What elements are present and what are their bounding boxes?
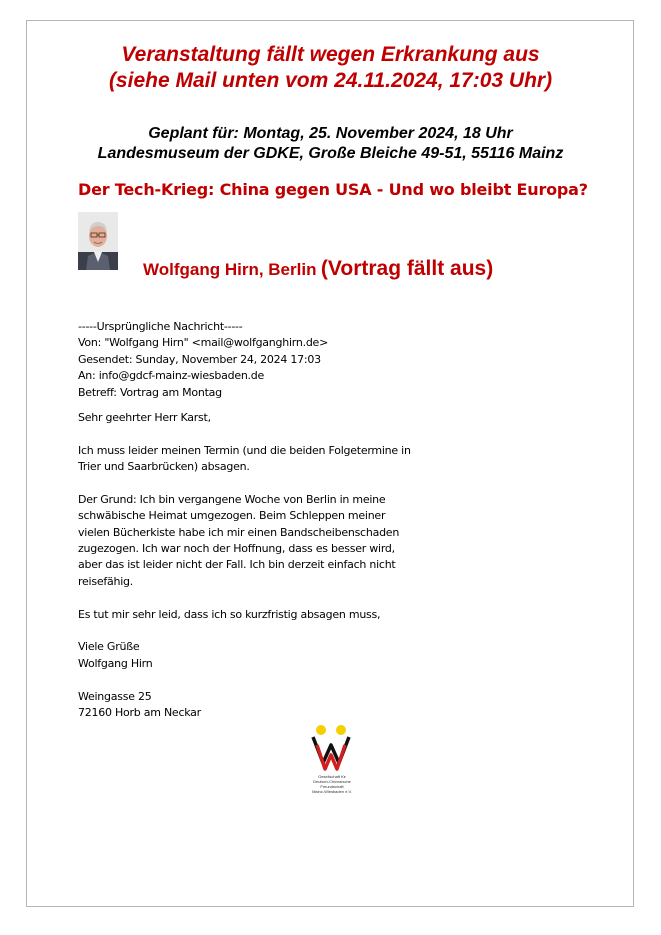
address-street: Weingasse 25: [78, 689, 152, 703]
address-city: 72160 Horb am Neckar: [78, 705, 201, 719]
email-paragraph-line: vielen Bücherkiste habe ich mir einen Bandscheibenschaden: [78, 525, 400, 539]
email-paragraph-line: Der Grund: Ich bin vergangene Woche von Berlin in meine: [78, 492, 386, 506]
speaker-portrait: [78, 212, 118, 270]
event-venue: Landesmuseum der GDKE, Große Bleiche 49-51, 55116 Mainz: [97, 145, 564, 162]
email-from: Von: "Wolfgang Hirn" <mail@wolfganghirn.de>: [78, 336, 329, 350]
email-paragraph-line: reisefähig.: [78, 574, 133, 588]
email-greeting: Sehr geehrter Herr Karst,: [78, 410, 211, 424]
email-subject: Betreff: Vortrag am Montag: [78, 385, 222, 399]
email-signature: Wolfgang Hirn: [78, 656, 153, 670]
email-paragraph-line: Trier und Saarbrücken) absagen.: [78, 460, 250, 474]
email-header-separator: -----Ursprüngliche Nachricht-----: [78, 320, 243, 333]
email-paragraph-line: schwäbische Heimat umgezogen. Beim Schleppen meiner: [78, 509, 386, 523]
talk-title: Der Tech-Krieg: China gegen USA - Und wo bleibt Europa?: [78, 180, 588, 199]
talk-cancelled-note: (Vortrag fällt aus): [320, 257, 494, 280]
email-paragraph-line: zugezogen. Ich war noch der Hoffnung, dass es besser wird,: [78, 542, 395, 556]
speaker-name: Wolfgang Hirn, Berlin: [143, 260, 317, 279]
speaker-line: [143, 257, 493, 281]
society-logo: [303, 723, 361, 813]
event-date: Geplant für: Montag, 25. November 2024, 18 Uhr: [148, 125, 513, 142]
email-paragraph-line: Ich muss leider meinen Termin (und die beiden Folgetermine in: [78, 443, 411, 457]
forwarded-email: [78, 319, 411, 721]
email-paragraph-line: aber das ist leider nicht der Fall. Ich bin derzeit einfach nicht: [78, 558, 396, 572]
logo-caption: Gesellschaft für Deutsch-Chinesische Freundschaft Mainz-Wiesbaden e.V.: [312, 774, 352, 794]
cancellation-reference: (siehe Mail unten vom 24.11.2024, 17:03 Uhr): [108, 69, 553, 92]
email-to: An: info@gdcf-mainz-wiesbaden.de: [78, 369, 265, 383]
email-apology: Es tut mir sehr leid, dass ich so kurzfristig absagen muss,: [78, 607, 381, 621]
email-closing: Viele Grüße: [78, 640, 140, 654]
cancellation-notice: Veranstaltung fällt wegen Erkrankung aus: [121, 43, 540, 66]
email-sent: Gesendet: Sunday, November 24, 2024 17:03: [78, 352, 321, 366]
